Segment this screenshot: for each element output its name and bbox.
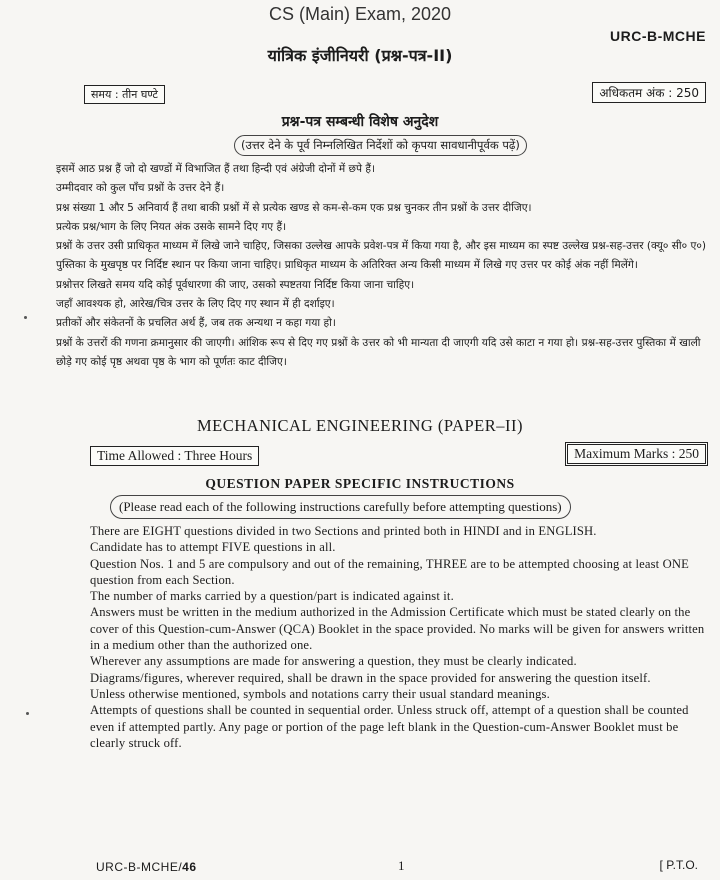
hindi-instruction: उम्मीदवार को कुल पाँच प्रश्नों के उत्तर देने हैं।: [56, 182, 225, 195]
hindi-instruction: प्रतीकों और संकेतनों के प्रचलित अर्थ हैं, जब तक अन्यथा न कहा गया हो।: [56, 317, 336, 330]
english-instructions-heading: QUESTION PAPER SPECIFIC INSTRUCTIONS: [205, 476, 515, 491]
english-max-marks: Maximum Marks : 250: [565, 442, 708, 466]
english-instruction: There are EIGHT questions divided in two Sections and printed both in HINDI and in ENGLISH.: [90, 524, 597, 538]
hindi-instructions-list: [56, 160, 706, 372]
english-subject-title: MECHANICAL ENGINEERING (PAPER–II): [196, 416, 523, 435]
english-instruction: Diagrams/figures, wherever required, shall be drawn in the space provided for answering the question itself.: [90, 670, 651, 685]
english-instructions-list: [90, 523, 715, 751]
scan-speck: [24, 316, 27, 319]
hindi-instruction: प्रश्न संख्या 1 और 5 अनिवार्य हैं तथा बाकी प्रश्नों में से प्रत्येक खण्ड से कम-से-कम एक प्रश्न चुनकर तीन प्रश्नों के उत्तर दीजिए।: [56, 201, 532, 214]
hindi-instruction: प्रत्येक प्रश्न/भाग के लिए नियत अंक उसके सामने दिए गए हैं।: [56, 220, 287, 233]
hindi-time-allowed: समय : तीन घण्टे: [84, 85, 165, 104]
hindi-instruction: प्रश्नों के उत्तरों की गणना क्रमानुसार की जाएगी। आंशिक रूप से दिए गए प्रश्नों के उत्तर को भी मान्यता दी जाएगी यदि उसे काटा न गया हो। प्रश्न-सह-उत्तर पुस्तिका में खाली छोड़े गए कोई पृष्ठ अथवा पृष्ठ के भाग को पूर्णतः काट दीजिए।: [56, 336, 701, 368]
english-time-allowed: Time Allowed : Three Hours: [90, 446, 259, 466]
hindi-instructions-heading: प्रश्न-पत्र सम्बन्धी विशेष अनुदेश: [281, 114, 439, 130]
english-instruction: Attempts of questions shall be counted in sequential order. Unless struck off, attempt of a question shall be counted even if attempted partly. Any page or portion of the page left blank in the Question-cum-Answer Booklet must be clearly struck off.: [90, 703, 689, 750]
english-instructions-subheading: (Please read each of the following instructions carefully before attempting questions): [110, 495, 571, 519]
footer-paper-code: [96, 860, 197, 874]
hindi-subject-title: यांत्रिक इंजीनियरी (प्रश्न-पत्र-II): [267, 46, 453, 65]
hindi-max-marks: अधिकतम अंक : 250: [592, 82, 706, 103]
footer-code-prefix: URC-B-MCHE/: [96, 860, 183, 874]
english-instruction: Wherever any assumptions are made for answering a question, they must be clearly indicated.: [90, 654, 577, 669]
english-instruction: The number of marks carried by a question/part is indicated against it.: [90, 589, 454, 604]
page-number: 1: [398, 858, 405, 873]
hindi-instruction: प्रश्नों के उत्तर उसी प्राधिकृत माध्यम में लिखे जाने चाहिए, जिसका उल्लेख आपके प्रवेश-पत्र में किया गया है, और इस माध्यम का स्पष्ट उल्लेख प्रश्न-सह-उत्तर (क्यू० सी० ए०) पुस्तिका के मुखपृष्ठ पर निर्दिष्ट स्थान पर किया जाना चाहिए। प्राधिकृत माध्यम के अतिरिक्त अन्य किसी माध्यम में लिखे गए उत्तर पर कोई अंक नहीं मिलेंगे।: [56, 240, 707, 272]
pto-marker: [ P.T.O.: [659, 858, 698, 872]
english-instruction: Candidate has to attempt FIVE questions in all.: [90, 540, 336, 555]
paper-code: URC-B-MCHE: [610, 28, 706, 44]
hindi-instruction: जहाँ आवश्यक हो, आरेख/चित्र उत्तर के लिए दिए गए स्थान में ही दर्शाइए।: [56, 298, 335, 311]
hindi-instructions-subheading: (उत्तर देने के पूर्व निम्नलिखित निर्देशों को कृपया सावधानीपूर्वक पढ़ें): [234, 135, 527, 156]
hindi-instruction: इसमें आठ प्रश्न हैं जो दो खण्डों में विभाजित हैं तथा हिन्दी एवं अंग्रेजी दोनों में छपे हैं।: [56, 163, 375, 175]
english-instruction: Answers must be written in the medium authorized in the Admission Certificate which must be stated clearly on the cover of this Question-cum-Answer (QCA) Booklet in the space provided. No marks will be given for answers written in a medium other than the authorized one.: [90, 605, 705, 653]
footer-code-number: 46: [182, 860, 197, 874]
scan-speck: [26, 712, 29, 715]
exam-title: CS (Main) Exam, 2020: [268, 4, 452, 24]
english-instruction: Unless otherwise mentioned, symbols and notations carry their usual standard meanings.: [90, 686, 550, 701]
english-instruction: Question Nos. 1 and 5 are compulsory and out of the remaining, THREE are to be attempted choosing at least ONE question from each Section.: [90, 556, 689, 587]
hindi-instruction: प्रश्नोत्तर लिखते समय यदि कोई पूर्वधारणा की जाए, उसको स्पष्टतया निर्दिष्ट किया जाना चाहिए।: [56, 278, 415, 291]
